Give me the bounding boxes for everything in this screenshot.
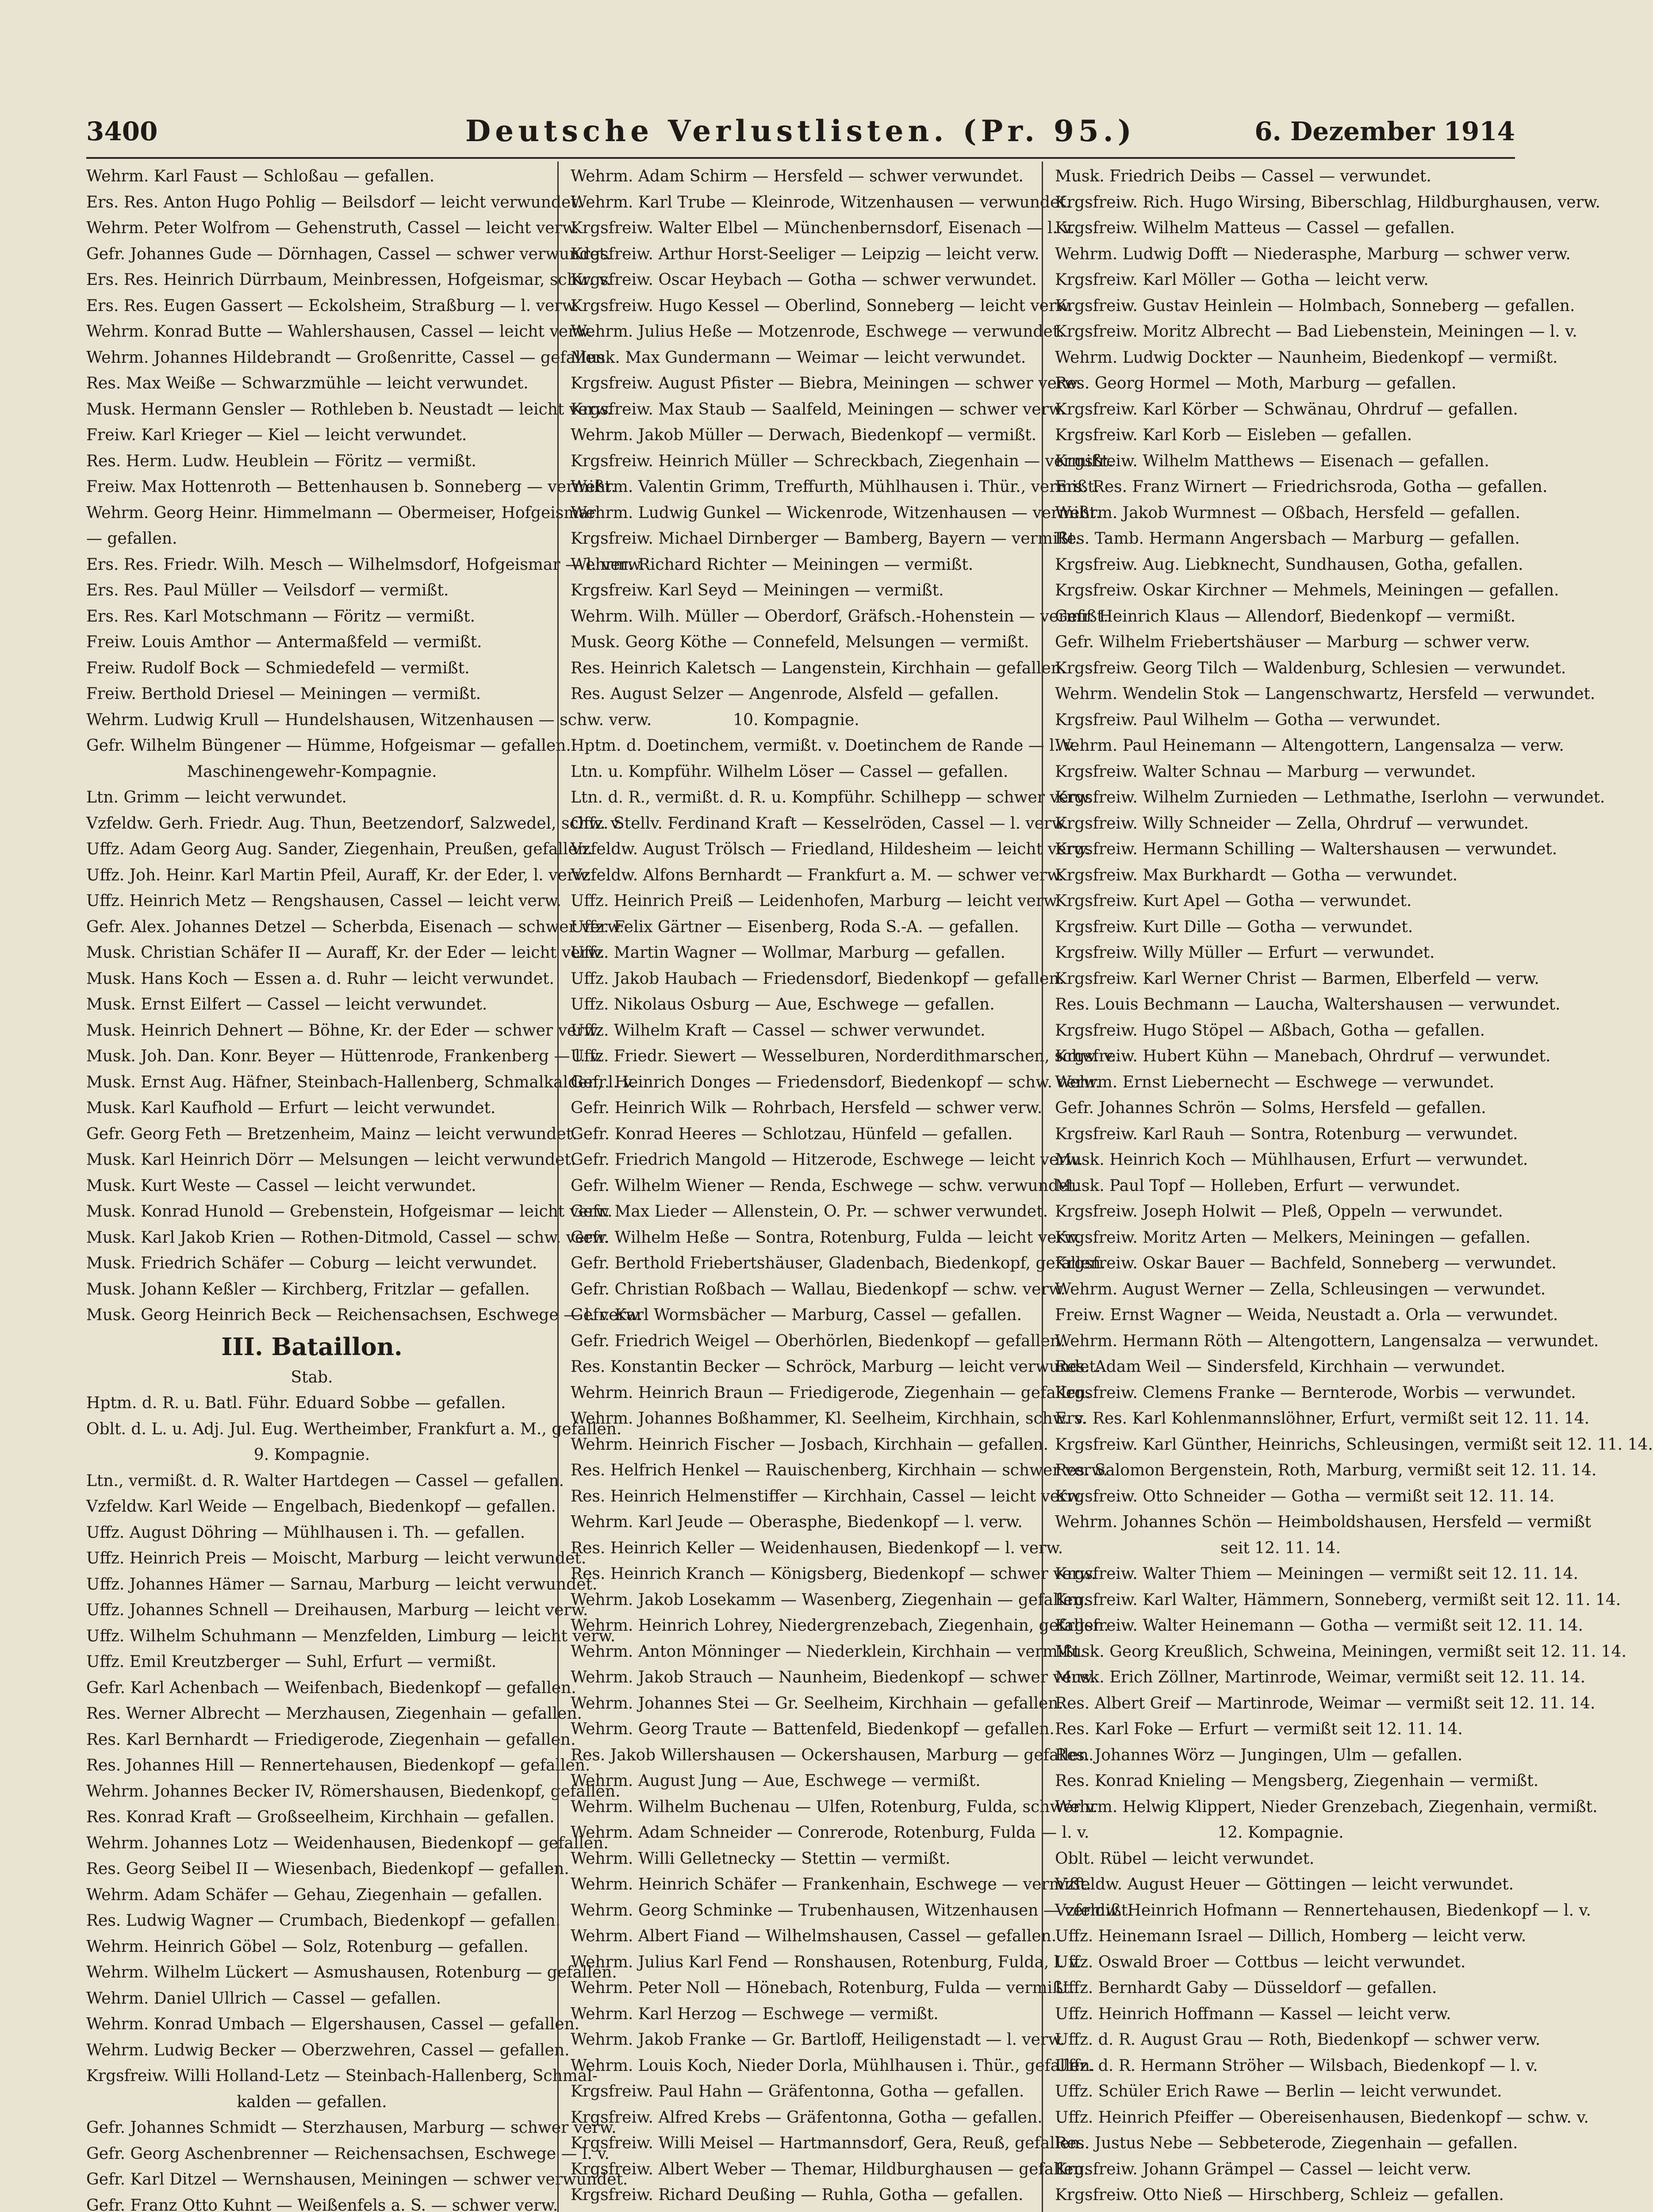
casualty-entry: Krgsfreiw. Arthur Horst-Seeliger — Leipzig — leicht verw. <box>571 245 1039 263</box>
casualty-entry: Freiw. Louis Amthor — Antermaßfeld — vermißt. <box>86 633 482 651</box>
casualty-entry: Uffz. Heinrich Preis — Moischt, Marburg — leicht verwundet. <box>86 1549 587 1567</box>
casualty-entry: Musk. Georg Kreußlich, Schweina, Meiningen, vermißt seit 12. 11. 14. <box>1055 1642 1627 1661</box>
casualty-entry: Uffz. Bernhardt Gaby — Düsseldorf — gefallen. <box>1055 1979 1437 1997</box>
casualty-entry: Freiw. Berthold Driesel — Meiningen — vermißt. <box>86 685 481 703</box>
casualty-entry: Krgsfreiw. Kurt Dille — Gotha — verwundet. <box>1055 918 1413 936</box>
column-divider <box>557 161 559 2212</box>
column-3 <box>1055 164 1653 2212</box>
casualty-entry: Res. Herm. Ludw. Heublein — Föritz — vermißt. <box>86 452 476 470</box>
casualty-entry: Wehrm. Paul Heinemann — Altengottern, Langensalza — verw. <box>1055 737 1564 755</box>
casualty-entry: Krgsfreiw. Karl Korb — Eisleben — gefallen. <box>1055 426 1412 444</box>
casualty-entry: Res. Konrad Kraft — Großseelheim, Kirchhain — gefallen. <box>86 1808 555 1826</box>
casualty-entry: Vzfeldw. Heinrich Hofmann — Rennertehausen, Biedenkopf — l. v. <box>1055 1901 1591 1920</box>
casualty-entry: Wehrm. Konrad Butte — Wahlershausen, Cassel — leicht verw. <box>86 323 593 341</box>
casualty-entry: Musk. Erich Zöllner, Martinrode, Weimar, vermißt seit 12. 11. 14. <box>1055 1668 1586 1686</box>
casualty-entry: Krgsfreiw. Paul Hahn — Gräfentonna, Gotha — gefallen. <box>571 2082 1024 2101</box>
casualty-entry: Krgsfreiw. Oscar Heybach — Gotha — schwer verwundet. <box>571 271 1037 289</box>
casualty-entry: Vzfeldw. August Trölsch — Friedland, Hildesheim — leicht verw. <box>571 840 1091 858</box>
casualty-entry: Gefr. Wilhelm Heße — Sontra, Rotenburg, Fulda — leicht verw. <box>571 1228 1081 1247</box>
casualty-entry: Krgsfreiw. Hugo Kessel — Oberlind, Sonneberg — leicht verw. <box>571 296 1074 315</box>
casualty-entry: Res. Konstantin Becker — Schröck, Marburg — leicht verwundet. <box>571 1358 1101 1376</box>
casualty-entry: Res. Louis Bechmann — Laucha, Waltershausen — verwundet. <box>1055 995 1561 1014</box>
casualty-entry: Krgsfreiw. Moritz Arten — Melkers, Meiningen — gefallen. <box>1055 1228 1531 1247</box>
casualty-entry: Freiw. Karl Krieger — Kiel — leicht verwundet. <box>86 426 467 444</box>
casualty-entry: Hptm. d. Doetinchem, vermißt. v. Doetinchem de Rande — l. v. <box>571 737 1077 755</box>
casualty-entry: Ers. Res. Franz Wirnert — Friedrichsroda, Gotha — gefallen. <box>1055 478 1548 496</box>
casualty-entry: Res. Justus Nebe — Sebbeterode, Ziegenhain — gefallen. <box>1055 2134 1518 2152</box>
casualty-entry: Uffz. Friedr. Siewert — Wesselburen, Norderdithmarschen, schw. v. <box>571 1047 1116 1065</box>
publication-title: Deutsche Verlustlisten. (Pr. 95.) <box>465 114 1136 148</box>
casualty-entry: Uffz. Heinrich Metz — Rengshausen, Cassel — leicht verw. <box>86 892 562 910</box>
casualty-entry: Ers. Res. Karl Kohlenmannslöhner, Erfurt, vermißt seit 12. 11. 14. <box>1055 1409 1590 1428</box>
casualty-entry: Wehrm. Johannes Boßhammer, Kl. Seelheim, Kirchhain, schw. v. <box>571 1409 1087 1428</box>
casualty-entry: Freiw. Rudolf Bock — Schmiedefeld — vermißt. <box>86 659 470 677</box>
casualty-entry: Gefr. Friedrich Weigel — Oberhörlen, Biedenkopf — gefallen. <box>571 1332 1066 1350</box>
section-heading: 9. Kompagnie. <box>253 1446 370 1464</box>
casualty-entry: Krgsfreiw. Moritz Albrecht — Bad Liebenstein, Meiningen — l. v. <box>1055 323 1577 341</box>
casualty-entry: Uffz. Heinrich Pfeiffer — Obereisenhausen, Biedenkopf — schw. v. <box>1055 2108 1589 2127</box>
casualty-entry: Freiw. Max Hottenroth — Bettenhausen b. Sonneberg — vermißt. <box>86 478 616 496</box>
casualty-entry: Musk. Georg Köthe — Connefeld, Melsungen — vermißt. <box>571 633 1029 651</box>
casualty-entry: Gefr. Alex. Johannes Detzel — Scherbda, Eisenach — schwer verw. <box>86 918 625 936</box>
casualty-entry: Musk. Konrad Hunold — Grebenstein, Hofgeismar — leicht verw. <box>86 1202 613 1221</box>
casualty-entry: Wehrm. Jakob Strauch — Naunheim, Biedenkopf — schwer verw. <box>571 1668 1096 1686</box>
casualty-entry: Uffz. Schüler Erich Rawe — Berlin — leicht verwundet. <box>1055 2082 1502 2101</box>
casualty-entry: Wehrm. Wilhelm Lückert — Asmushausen, Rotenburg — gefallen. <box>86 1963 617 1982</box>
casualty-entry: Wehrm. Konrad Umbach — Elgershausen, Cassel — gefallen. <box>86 2015 580 2033</box>
casualty-entry: Res. Heinrich Keller — Weidenhausen, Biedenkopf — l. verw. <box>571 1539 1063 1557</box>
casualty-entry: Wehrm. Karl Faust — Schloßau — gefallen. <box>86 167 435 185</box>
casualty-entry: Ers. Res. Anton Hugo Pohlig — Beilsdorf — leicht verwundet. <box>86 193 583 211</box>
casualty-entry: Musk. Johann Keßler — Kirchberg, Fritzlar — gefallen. <box>86 1280 530 1298</box>
casualty-entry: — gefallen. <box>86 530 177 548</box>
casualty-entry: Vzfeldw. Alfons Bernhardt — Frankfurt a. M. — schwer verw. <box>571 866 1064 884</box>
casualty-entry: Res. Konrad Knieling — Mengsberg, Ziegenhain — vermißt. <box>1055 1772 1539 1790</box>
casualty-entry: Krgsfreiw. Karl Walter, Hämmern, Sonneberg, vermißt seit 12. 11. 14. <box>1055 1590 1621 1609</box>
casualty-entry: Uffz. August Döhring — Mühlhausen i. Th. — gefallen. <box>86 1523 525 1542</box>
casualty-entry: Krgsfreiw. Walter Schnau — Marburg — verwundet. <box>1055 762 1476 781</box>
casualty-entry: Uffz. Nikolaus Osburg — Aue, Eschwege — gefallen. <box>571 995 995 1014</box>
casualty-entry: Wehrm. Karl Jeude — Oberasphe, Biedenkopf — l. verw. <box>571 1513 1023 1531</box>
casualty-entry: Gefr. Max Lieder — Allenstein, O. Pr. — schwer verwundet. <box>571 1202 1048 1221</box>
casualty-entry: Krgsfreiw. Gustav Heinlein — Holmbach, Sonneberg — gefallen. <box>1055 296 1575 315</box>
casualty-entry: Wehrm. Jakob Franke — Gr. Bartloff, Heiligenstadt — l. verw. <box>571 2031 1065 2049</box>
casualty-entry: Musk. Christian Schäfer II — Auraff, Kr. der Eder — leicht verw. <box>86 944 605 962</box>
casualty-entry: Krgsfreiw. Walter Heinemann — Gotha — vermißt seit 12. 11. 14. <box>1055 1617 1583 1635</box>
page-header <box>86 113 1515 153</box>
casualty-entry: Wehrm. Anton Mönninger — Niederklein, Kirchhain — vermißt. <box>571 1642 1085 1661</box>
casualty-entry: Vzfeldw. Karl Weide — Engelbach, Biedenkopf — gefallen. <box>86 1498 556 1516</box>
casualty-entry: Gefr. Heinrich Wilk — Rohrbach, Hersfeld — schwer verw. <box>571 1099 1043 1117</box>
casualty-entry: Freiw. Ernst Wagner — Weida, Neustadt a. Orla — verwundet. <box>1055 1306 1558 1324</box>
casualty-entry: Res. Karl Bernhardt — Friedigerode, Ziegenhain — gefallen. <box>86 1730 576 1749</box>
casualty-entry: Wehrm. Albert Fiand — Wilhelmshausen, Cassel — gefallen. <box>571 1927 1057 1945</box>
casualty-entry: Gefr. Franz Otto Kuhnt — Weißenfels a. S. — schwer verw. <box>86 2196 558 2212</box>
casualty-entry: Wehrm. Johannes Schön — Heimboldshausen, Hersfeld — vermißt <box>1055 1513 1592 1531</box>
page-number: 3400 <box>86 116 158 146</box>
casualty-entry: Gefr. Berthold Friebertshäuser, Gladenbach, Biedenkopf, gefallen. <box>571 1254 1106 1272</box>
casualty-entry: Wehrm. Peter Noll — Hönebach, Rotenburg, Fulda — vermißt. <box>571 1979 1075 1997</box>
casualty-entry: Res. Georg Seibel II — Wiesenbach, Biedenkopf — gefallen. <box>86 1860 569 1878</box>
casualty-entry: Wehrm. Peter Wolfrom — Gehenstruth, Cassel — leicht verw. <box>86 219 579 237</box>
casualty-entry: Vzfeldw. Gerh. Friedr. Aug. Thun, Beetzendorf, Salzwedel, schw. v. <box>86 814 623 833</box>
casualty-entry: Wehrm. Jakob Wurmnest — Oßbach, Hersfeld — gefallen. <box>1055 503 1520 522</box>
section-heading: III. Bataillon. <box>221 1332 403 1361</box>
casualty-entry: Krgsfreiw. Karl Werner Christ — Barmen, Elberfeld — verw. <box>1055 969 1539 988</box>
casualty-entry: Gefr. Heinrich Donges — Friedensdorf, Biedenkopf — schw. verw. <box>571 1073 1101 1091</box>
casualty-entry: Gefr. Georg Aschenbrenner — Reichensachsen, Eschwege — l. v. <box>86 2144 610 2163</box>
casualty-entry: Wehrm. Karl Trube — Kleinrode, Witzenhausen — verwundet. <box>571 193 1071 211</box>
casualty-entry: Krgsfreiw. Otto Nieß — Hirschberg, Schleiz — gefallen. <box>1055 2186 1504 2204</box>
casualty-entry: Uffz. Martin Wagner — Wollmar, Marburg — gefallen. <box>571 944 1005 962</box>
casualty-entry: Uffz. Joh. Heinr. Karl Martin Pfeil, Auraff, Kr. der Eder, l. verw. <box>86 866 591 884</box>
casualty-entry: Wehrm. Wilhelm Buchenau — Ulfen, Rotenburg, Fulda, schwer v. <box>571 1797 1098 1816</box>
casualty-entry: Wehrm. Heinrich Lohrey, Niedergrenzebach, Ziegenhain, gefallen. <box>571 1617 1109 1635</box>
casualty-entry: Musk. Hans Koch — Essen a. d. Ruhr — leicht verwundet. <box>86 969 554 988</box>
casualty-entry: Ltn. Grimm — leicht verwundet. <box>86 788 347 806</box>
casualty-entry: Musk. Max Gundermann — Weimar — leicht verwundet. <box>571 348 1026 367</box>
casualty-entry: Uffz. Emil Kreutzberger — Suhl, Erfurt — vermißt. <box>86 1653 497 1671</box>
casualty-entry: Res. Tamb. Hermann Angersbach — Marburg — gefallen. <box>1055 530 1520 548</box>
casualty-entry: Res. Heinrich Helmenstiffer — Kirchhain, Cassel — leicht verw. <box>571 1487 1084 1505</box>
casualty-entry: Ers. Res. Paul Müller — Veilsdorf — vermißt. <box>86 581 449 599</box>
casualty-entry: Res. Jakob Willershausen — Ockershausen, Marburg — gefallen. <box>571 1746 1094 1764</box>
casualty-entry: Krgsfreiw. Wilhelm Matthews — Eisenach — gefallen. <box>1055 452 1489 470</box>
casualty-entry: Uffz. Oswald Broer — Cottbus — leicht verwundet. <box>1055 1953 1466 1971</box>
casualty-entry: Wehrm. Daniel Ullrich — Cassel — gefallen. <box>86 1989 441 2008</box>
casualty-entry: Krgsfreiw. Joseph Holwit — Pleß, Oppeln — verwundet. <box>1055 1202 1503 1221</box>
casualty-entry: Uffz. Jakob Haubach — Friedensdorf, Biedenkopf — gefallen. <box>571 969 1064 988</box>
casualty-entry: Ers. Res. Eugen Gassert — Eckolsheim, Straßburg — l. verw. <box>86 296 579 315</box>
column-divider <box>1042 161 1043 2212</box>
casualty-entry: Res. Salomon Bergenstein, Roth, Marburg, vermißt seit 12. 11. 14. <box>1055 1461 1597 1479</box>
casualty-entry: Krgsfreiw. Hubert Kühn — Manebach, Ohrdruf — verwundet. <box>1055 1047 1551 1065</box>
casualty-entry: Res. Werner Albrecht — Merzhausen, Ziegenhain — gefallen. <box>86 1705 582 1723</box>
column-2 <box>571 164 1133 2212</box>
section-heading: 10. Kompagnie. <box>733 710 859 729</box>
casualty-entry: Krgsfreiw. Willy Schneider — Zella, Ohrdruf — verwundet. <box>1055 814 1529 833</box>
casualty-entry: Wehrm. Johannes Becker IV, Römershausen, Biedenkopf, gefallen. <box>86 1782 621 1801</box>
column-1 <box>86 164 652 2212</box>
casualty-entry: Oblt. d. L. u. Adj. Jul. Eug. Wertheimber, Frankfurt a. M., gefallen. <box>86 1420 622 1438</box>
casualty-entry: Wehrm. August Werner — Zella, Schleusingen — verwundet. <box>1055 1280 1546 1298</box>
casualty-entry: Wehrm. Ludwig Krull — Hundelshausen, Witzenhausen — schw. verw. <box>86 710 652 729</box>
casualty-entry: Gefr. Wilhelm Büngener — Hümme, Hofgeismar — gefallen. <box>86 737 571 755</box>
casualty-entry: Krgsfreiw. Walter Elbel — Münchenbernsdorf, Eisenach — l. v. <box>571 219 1075 237</box>
casualty-entry: Wehrm. Louis Koch, Nieder Dorla, Mühlhausen i. Thür., gefallen. <box>571 2056 1095 2075</box>
casualty-entry: Wehrm. Wendelin Stok — Langenschwartz, Hersfeld — verwundet. <box>1055 685 1595 703</box>
casualty-entry: Uffz. Heinemann Israel — Dillich, Homberg — leicht verw. <box>1055 1927 1526 1945</box>
casualty-entry <box>1055 2208 1506 2212</box>
casualty-entry: Gefr. Johannes Gude — Dörnhagen, Cassel — schwer verwundet. <box>86 245 611 263</box>
casualty-entry: Krgsfreiw. Max Staub — Saalfeld, Meiningen — schwer verw. <box>571 400 1066 419</box>
casualty-entry: Wehrm. Georg Traute — Battenfeld, Biedenkopf — gefallen. <box>571 1720 1055 1738</box>
issue-date: 6. Dezember 1914 <box>1254 116 1515 146</box>
casualty-entry: Krgsfreiw. Wilhelm Zurnieden — Lethmathe, Iserlohn — verwundet. <box>1055 788 1605 806</box>
casualty-entry: Ers. Res. Heinrich Dürrbaum, Meinbressen, Hofgeismar, schw. v. <box>86 271 611 289</box>
casualty-entry: Res. Georg Hormel — Moth, Marburg — gefallen. <box>1055 374 1457 392</box>
casualty-entry: Krgsfreiw. Karl Möller — Gotha — leicht verw. <box>1055 271 1429 289</box>
casualty-entry <box>571 2208 1022 2212</box>
casualty-entry: Krgsfreiw. Johann Grämpel — Cassel — leicht verw. <box>1055 2160 1472 2178</box>
casualty-entry: Musk. Friedrich Deibs — Cassel — verwundet. <box>1055 167 1431 185</box>
casualty-entry: Wehrm. Georg Heinr. Himmelmann — Obermeiser, Hofgeismar <box>86 503 596 522</box>
casualty-entry: Musk. Ernst Eilfert — Cassel — leicht verwundet. <box>86 995 487 1014</box>
casualty-entry: Musk. Karl Kaufhold — Erfurt — leicht verwundet. <box>86 1099 496 1117</box>
casualty-entry: Res. Heinrich Kranch — Königsberg, Biedenkopf — schwer verw. <box>571 1565 1096 1583</box>
casualty-entry: Gefr. Wilhelm Wiener — Renda, Eschwege — schw. verwundet. <box>571 1176 1080 1195</box>
casualty-entry: Res. Heinrich Kaletsch — Langenstein, Kirchhain — gefallen. <box>571 659 1066 677</box>
casualty-entry: Wehrm. Julius Heße — Motzenrode, Eschwege — verwundet. <box>571 323 1064 341</box>
casualty-entry: Musk. Hermann Gensler — Rothleben b. Neustadt — leicht verw. <box>86 400 612 419</box>
casualty-entry: Musk. Friedrich Schäfer — Coburg — leicht verwundet. <box>86 1254 537 1272</box>
casualty-entry: Wehrm. August Jung — Aue, Eschwege — vermißt. <box>571 1772 981 1790</box>
casualty-entry: Res. Ludwig Wagner — Crumbach, Biedenkopf — gefallen. <box>86 1912 561 1930</box>
casualty-entry: Musk. Karl Heinrich Dörr — Melsungen — leicht verwundet. <box>86 1151 576 1169</box>
casualty-entry: Wehrm. Wilh. Müller — Oberdorf, Gräfsch.-Hohenstein — vermißt. <box>571 607 1108 626</box>
casualty-entry: Krgsfreiw. Wilhelm Matteus — Cassel — gefallen. <box>1055 219 1455 237</box>
casualty-entry: Gefr. Georg Feth — Bretzenheim, Mainz — leicht verwundet. <box>86 1125 578 1143</box>
casualty-entry: Gefr. Christian Roßbach — Wallau, Biedenkopf — schw. verw. <box>571 1280 1066 1298</box>
casualty-entry: Musk. Georg Heinrich Beck — Reichensachsen, Eschwege — l. verw. <box>86 1306 643 1324</box>
casualty-entry: Wehrm. Helwig Klippert, Nieder Grenzebach, Ziegenhain, vermißt. <box>1055 1797 1598 1816</box>
casualty-entry: Vzfeldw. August Heuer — Göttingen — leicht verwundet. <box>1055 1875 1514 1893</box>
casualty-entry: Wehrm. Richard Richter — Meiningen — vermißt. <box>571 555 974 574</box>
casualty-entry: Krgsfreiw. Otto Schneider — Gotha — vermißt seit 12. 11. 14. <box>1055 1487 1555 1505</box>
casualty-entry: Oblt. Rübel — leicht verwundet. <box>1055 1849 1315 1868</box>
casualty-entry: Krgsfreiw. Michael Dirnberger — Bamberg, Bayern — vermißt. <box>571 530 1080 548</box>
casualty-entry: Wehrm. Georg Schminke — Trubenhausen, Witzenhausen — vermißt. <box>571 1901 1133 1920</box>
casualty-entry: Wehrm. Heinrich Fischer — Josbach, Kirchhain — gefallen. <box>571 1435 1049 1454</box>
casualty-entry: Wehrm. Ludwig Dofft — Niederasphe, Marburg — schwer verw. <box>1055 245 1571 263</box>
casualty-entry: Hptm. d. R. u. Batl. Führ. Eduard Sobbe — gefallen. <box>86 1394 506 1412</box>
casualty-entry: Ers. Res. Friedr. Wilh. Mesch — Wilhelmsdorf, Hofgeismar — l. verw. <box>86 555 644 574</box>
casualty-entry: Uffz. Felix Gärtner — Eisenberg, Roda S.-A. — gefallen. <box>571 918 1019 936</box>
casualty-entry: Wehrm. Johannes Lotz — Weidenhausen, Biedenkopf — gefallen. <box>86 1834 609 1852</box>
casualty-entry: Res. August Selzer — Angenrode, Alsfeld — gefallen. <box>571 685 999 703</box>
casualty-entry: Musk. Karl Jakob Krien — Rothen-Ditmold, Cassel — schw. verw. <box>86 1228 609 1247</box>
section-heading: Stab. <box>291 1368 333 1386</box>
casualty-entry: Krgsfreiw. Georg Tilch — Waldenburg, Schlesien — verwundet. <box>1055 659 1566 677</box>
casualty-entry: Gefr. Friedrich Mangold — Hitzerode, Eschwege — leicht verw. <box>571 1151 1083 1169</box>
casualty-entry: Res. Albert Greif — Martinrode, Weimar — vermißt seit 12. 11. 14. <box>1055 1694 1595 1713</box>
casualty-entry: Uffz. Adam Georg Aug. Sander, Ziegenhain, Preußen, gefallen. <box>86 840 593 858</box>
casualty-entry: Uffz. Johannes Hämer — Sarnau, Marburg — leicht verwundet. <box>86 1575 598 1594</box>
casualty-entry: Wehrm. Julius Karl Fend — Ronshausen, Rotenburg, Fulda, l. v. <box>571 1953 1082 1971</box>
casualty-entry: Krgsfreiw. Rich. Hugo Wirsing, Biberschlag, Hildburghausen, verw. <box>1055 193 1600 211</box>
casualty-entry: Musk. Heinrich Koch — Mühlhausen, Erfurt — verwundet. <box>1055 1151 1528 1169</box>
casualty-entry: Uffz. Heinrich Preiß — Leidenhofen, Marburg — leicht verw. <box>571 892 1061 910</box>
casualty-entry: Krgsfreiw. Heinrich Müller — Schreckbach, Ziegenhain — vermißt. <box>571 452 1114 470</box>
casualty-entry: Krgsfreiw. Hermann Schilling — Waltershausen — verwundet. <box>1055 840 1557 858</box>
casualty-entry: Krgsfreiw. Alfred Krebs — Gräfentonna, Gotha — gefallen. <box>571 2108 1043 2127</box>
casualty-entry: Krgsfreiw. Oskar Bauer — Bachfeld, Sonneberg — verwundet. <box>1055 1254 1557 1272</box>
section-heading: 12. Kompagnie. <box>1217 1824 1344 1842</box>
casualty-entry: Krgsfreiw. Albert Weber — Themar, Hildburghausen — gefallen. <box>571 2160 1089 2178</box>
casualty-entry: Res. Johannes Hill — Rennertehausen, Biedenkopf — gefallen. <box>86 1756 591 1774</box>
casualty-entry: Krgsfreiw. Karl Günther, Heinrichs, Schleusingen, vermißt seit 12. 11. 14. <box>1055 1435 1653 1454</box>
casualty-entry: Krgsfreiw. Oskar Kirchner — Mehmels, Meiningen — gefallen. <box>1055 581 1559 599</box>
casualty-entry: Ltn. d. R., vermißt. d. R. u. Kompführ. Schilhepp — schwer verw. <box>571 788 1093 806</box>
casualty-entry: Musk. Paul Topf — Holleben, Erfurt — verwundet. <box>1055 1176 1461 1195</box>
casualty-entry: Krgsfreiw. Willy Müller — Erfurt — verwundet. <box>1055 944 1435 962</box>
casualty-entry: Wehrm. Ludwig Dockter — Naunheim, Biedenkopf — vermißt. <box>1055 348 1558 367</box>
casualty-entry: Gefr. Johannes Schrön — Solms, Hersfeld — gefallen. <box>1055 1099 1486 1117</box>
casualty-entry: Krgsfreiw. Hugo Stöpel — Aßbach, Gotha — gefallen. <box>1055 1021 1485 1040</box>
casualty-entry: Krgsfreiw. Karl Seyd — Meiningen — vermißt. <box>571 581 944 599</box>
casualty-entry: Uffz. d. R. Hermann Ströher — Wilsbach, Biedenkopf — l. v. <box>1055 2056 1538 2075</box>
casualty-entry: Wehrm. Johannes Hildebrandt — Großenritte, Cassel — gefallen. <box>86 348 610 367</box>
casualty-entry: Musk. Joh. Dan. Konr. Beyer — Hüttenrode, Frankenberg — l. v. <box>86 1047 602 1065</box>
casualty-entry: Wehrm. Hermann Röth — Altengottern, Langensalza — verwundet. <box>1055 1332 1599 1350</box>
casualty-entry: Gefr. Johannes Schmidt — Sterzhausen, Marburg — schwer verw. <box>86 2119 617 2137</box>
casualty-entry: Krgsfreiw. Max Burkhardt — Gotha — verwundet. <box>1055 866 1458 884</box>
casualty-entry: Krgsfreiw. Richard Deußing — Ruhla, Gotha — gefallen. <box>571 2186 1024 2204</box>
casualty-entry: Wehrm. Jakob Losekamm — Wasenberg, Ziegenhain — gefallen. <box>571 1590 1088 1609</box>
casualty-entry: Wehrm. Adam Schäfer — Gehau, Ziegenhain — gefallen. <box>86 1886 543 1904</box>
casualty-entry: Ltn. u. Kompführ. Wilhelm Löser — Cassel — gefallen. <box>571 762 1009 781</box>
casualty-entry: Krgsfreiw. Walter Thiem — Meiningen — vermißt seit 12. 11. 14. <box>1055 1565 1579 1583</box>
casualty-entry: Gefr. Wilhelm Friebertshäuser — Marburg — schwer verw. <box>1055 633 1530 651</box>
casualty-entry: Gefr. Karl Achenbach — Weifenbach, Biedenkopf — gefallen. <box>86 1678 576 1697</box>
casualty-entry: Krgsfreiw. Karl Körber — Schwänau, Ohrdruf — gefallen. <box>1055 400 1518 419</box>
casualty-entry: Uffz. d. R. August Grau — Roth, Biedenkopf — schwer verw. <box>1055 2031 1541 2049</box>
casualty-entry: Wehrm. Heinrich Göbel — Solz, Rotenburg — gefallen. <box>86 1937 529 1956</box>
casualty-entry: Krgsfreiw. Willi Meisel — Hartmannsdorf, Gera, Reuß, gefallen. <box>571 2134 1085 2152</box>
casualty-entry: Krgsfreiw. Clemens Franke — Bernterode, Worbis — verwundet. <box>1055 1383 1576 1402</box>
casualty-entry: Gefr. Konrad Heeres — Schlotzau, Hünfeld — gefallen. <box>571 1125 1013 1143</box>
casualty-entry: Musk. Kurt Weste — Cassel — leicht verwundet. <box>86 1176 476 1195</box>
header-rule <box>86 157 1515 159</box>
casualty-entry: Ltn., vermißt. d. R. Walter Hartdegen — Cassel — gefallen. <box>86 1471 564 1490</box>
casualty-entry: Gefr. Heinrich Klaus — Allendorf, Biedenkopf — vermißt. <box>1055 607 1516 626</box>
casualty-entry: Res. Helfrich Henkel — Rauischenberg, Kirchhain — schwer verw. <box>571 1461 1108 1479</box>
section-heading: seit 12. 11. 14. <box>1220 1539 1341 1557</box>
casualty-entry: Krgsfreiw. Aug. Liebknecht, Sundhausen, Gotha, gefallen. <box>1055 555 1523 574</box>
casualty-entry: Krgsfreiw. Paul Wilhelm — Gotha — verwundet. <box>1055 710 1441 729</box>
casualty-entry: Wehrm. Willi Gelletnecky — Stettin — vermißt. <box>571 1849 951 1868</box>
casualty-entry: Krgsfreiw. Kurt Apel — Gotha — verwundet. <box>1055 892 1412 910</box>
casualty-entry: Res. Adam Weil — Sindersfeld, Kirchhain — verwundet. <box>1055 1358 1506 1376</box>
casualty-entry: Res. Johannes Wörz — Jungingen, Ulm — gefallen. <box>1055 1746 1463 1764</box>
casualty-entry: Wehrm. Adam Schneider — Conrerode, Rotenburg, Fulda — l. v. <box>571 1824 1089 1842</box>
casualty-entry: Krgsfreiw. Karl Rauh — Sontra, Rotenburg — verwundet. <box>1055 1125 1518 1143</box>
casualty-entry: Wehrm. Jakob Müller — Derwach, Biedenkopf — vermißt. <box>571 426 1037 444</box>
casualty-entry: Wehrm. Heinrich Braun — Friedigerode, Ziegenhain — gefallen. <box>571 1383 1091 1402</box>
casualty-entry: Res. Max Weiße — Schwarzmühle — leicht verwundet. <box>86 374 529 392</box>
casualty-entry: Musk. Heinrich Dehnert — Böhne, Kr. der Eder — schwer verw. <box>86 1021 601 1040</box>
casualty-entry: Wehrm. Heinrich Schäfer — Frankenhain, Eschwege — vermißt. <box>571 1875 1092 1893</box>
casualty-entry: Wehrm. Ludwig Gunkel — Wickenrode, Witzenhausen — vermißt. <box>571 503 1101 522</box>
casualty-entry: Gefr. Karl Wormsbächer — Marburg, Cassel — gefallen. <box>571 1306 1022 1324</box>
casualty-entry: Res. Karl Foke — Erfurt — vermißt seit 12. 11. 14. <box>1055 1720 1463 1738</box>
casualty-entry: Uffz. Wilhelm Kraft — Cassel — schwer verwundet. <box>571 1021 986 1040</box>
casualty-entry: Wehrm. Ernst Liebernecht — Eschwege — verwundet. <box>1055 1073 1495 1091</box>
casualty-entry: Uffz. Heinrich Hoffmann — Kassel — leicht verw. <box>1055 2005 1451 2023</box>
casualty-entry: Gefr. Karl Ditzel — Wernshausen, Meiningen — schwer verwundet. <box>86 2170 628 2189</box>
casualty-entry: Uffz. Wilhelm Schuhmann — Menzfelden, Limburg — leicht verw. <box>86 1627 616 1645</box>
casualty-entry: Uffz. Johannes Schnell — Dreihausen, Marburg — leicht verw. <box>86 1601 588 1619</box>
casualty-entry: Wehrm. Karl Herzog — Eschwege — vermißt. <box>571 2005 939 2023</box>
section-heading: kalden — gefallen. <box>237 2093 387 2111</box>
casualty-entry: Krgsfreiw. August Pfister — Biebra, Meiningen — schwer verw. <box>571 374 1082 392</box>
casualty-entry: Ers. Res. Karl Motschmann — Föritz — vermißt. <box>86 607 476 626</box>
casualty-entry: Wehrm. Johannes Stei — Gr. Seelheim, Kirchhain — gefallen. <box>571 1694 1063 1713</box>
casualty-entry: Offz. Stellv. Ferdinand Kraft — Kesselröden, Cassel — l. verw. <box>571 814 1069 833</box>
casualty-entry: Wehrm. Adam Schirm — Hersfeld — schwer verwundet. <box>571 167 1024 185</box>
casualty-entry: Wehrm. Ludwig Becker — Oberzwehren, Cassel — gefallen. <box>86 2041 570 2059</box>
casualty-entry: Musk. Ernst Aug. Häfner, Steinbach-Hallenberg, Schmalkalden, l. v. <box>86 1073 636 1091</box>
section-heading: Maschinengewehr-Kompagnie. <box>187 762 437 781</box>
casualty-entry: Krgsfreiw. Willi Holland-Letz — Steinbach-Hallenberg, Schmal- <box>86 2067 598 2085</box>
casualty-entry: Wehrm. Valentin Grimm, Treffurth, Mühlhausen i. Thür., vermißt. <box>571 478 1100 496</box>
